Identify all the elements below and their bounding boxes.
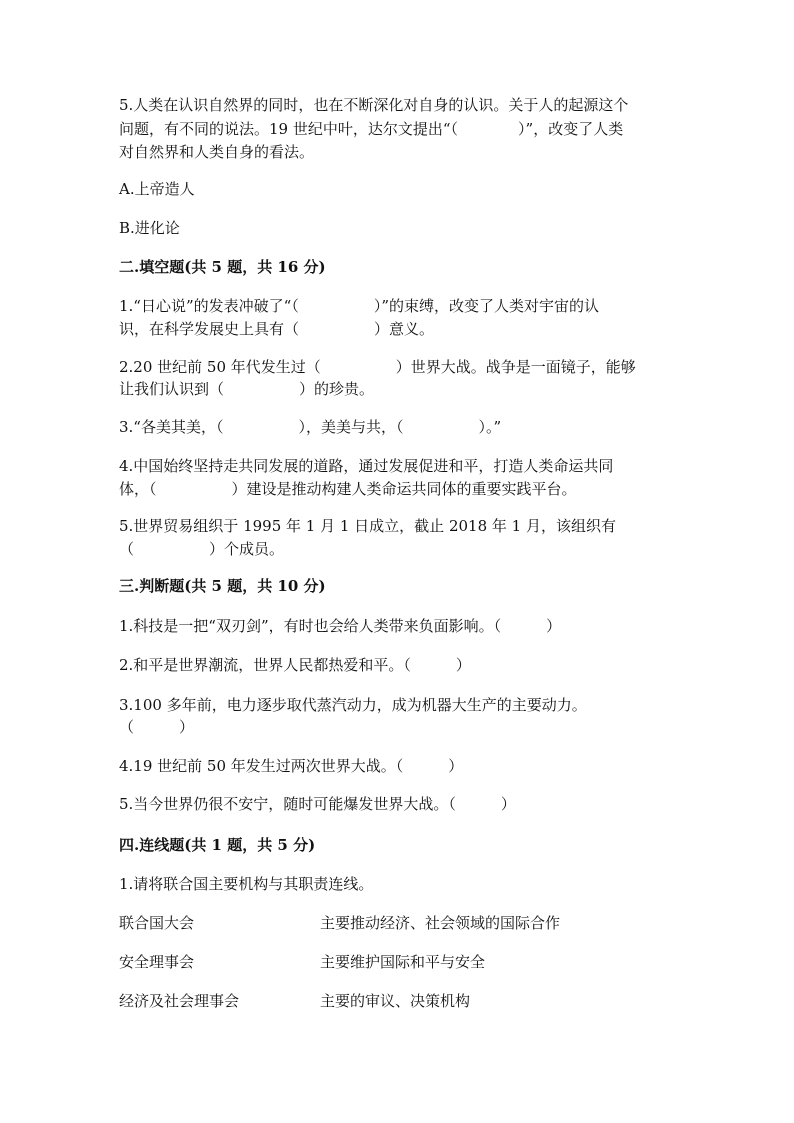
judge-item-3-line-1: 3.100 多年前，电力逐步取代蒸汽动力，成为机器大生产的主要动力。 bbox=[119, 696, 587, 714]
match-left-1: 联合国大会 bbox=[119, 914, 195, 932]
question-5-line-1: 5.人类在认识自然界的同时，也在不断深化对自身的认识。关于人的起源这个 bbox=[119, 96, 629, 114]
fill-item-1-line-2: 识，在科学发展史上具有（ ）意义。 bbox=[119, 320, 435, 338]
judge-item-4: 4.19 世纪前 50 年发生过两次世界大战。（ ） bbox=[119, 757, 464, 775]
fill-item-4-line-1: 4.中国始终坚持走共同发展的道路，通过发展促进和平，打造人类命运共同 bbox=[119, 457, 614, 475]
question-5-line-2: 问题，有不同的说法。19 世纪中叶，达尔文提出“（ ）”，改变了人类 bbox=[119, 120, 624, 138]
judge-item-2: 2.和平是世界潮流，世界人民都热爱和平。（ ） bbox=[119, 656, 471, 674]
match-right-1: 主要推动经济、社会领域的国际合作 bbox=[320, 914, 561, 932]
match-right-3: 主要的审议、决策机构 bbox=[320, 992, 471, 1010]
match-left-3: 经济及社会理事会 bbox=[119, 992, 240, 1010]
fill-item-3: 3.“各美其美，（ ），美美与共，（ ）。” bbox=[119, 418, 502, 436]
question-5-option-b: B.进化论 bbox=[119, 219, 180, 237]
match-right-2: 主要维护国际和平与安全 bbox=[320, 953, 486, 971]
fill-item-2-line-1: 2.20 世纪前 50 年代发生过（ ）世界大战。战争是一面镜子，能够 bbox=[119, 358, 636, 376]
question-5-option-a: A.上帝造人 bbox=[119, 180, 195, 198]
judge-item-1: 1.科技是一把“双刃剑”，有时也会给人类带来负面影响。（ ） bbox=[119, 617, 562, 635]
fill-item-4-line-2: 体，（ ）建设是推动构建人类命运共同体的重要实践平台。 bbox=[119, 480, 577, 498]
match-prompt: 1.请将联合国主要机构与其职责连线。 bbox=[119, 875, 374, 893]
fill-item-1-line-1: 1.“日心说”的发表冲破了“（ ）”的束缚，改变了人类对宇宙的认 bbox=[119, 297, 599, 315]
fill-item-5-line-1: 5.世界贸易组织于 1995 年 1 月 1 日成立，截止 2018 年 1 月，该组织有 bbox=[119, 517, 616, 535]
question-5-line-3: 对自然界和人类自身的看法。 bbox=[119, 143, 315, 161]
fill-section-heading: 二.填空题(共 5 题，共 16 分) bbox=[119, 258, 326, 276]
judge-item-3-line-2: （ ） bbox=[119, 718, 195, 736]
judge-item-5: 5.当今世界仍很不安宁，随时可能爆发世界大战。（ ） bbox=[119, 795, 516, 813]
match-section-heading: 四.连线题(共 1 题，共 5 分) bbox=[119, 836, 316, 854]
match-left-2: 安全理事会 bbox=[119, 953, 195, 971]
judge-section-heading: 三.判断题(共 5 题，共 10 分) bbox=[119, 577, 326, 595]
fill-item-2-line-2: 让我们认识到（ ）的珍贵。 bbox=[119, 380, 375, 398]
fill-item-5-line-2: （ ）个成员。 bbox=[119, 540, 285, 558]
